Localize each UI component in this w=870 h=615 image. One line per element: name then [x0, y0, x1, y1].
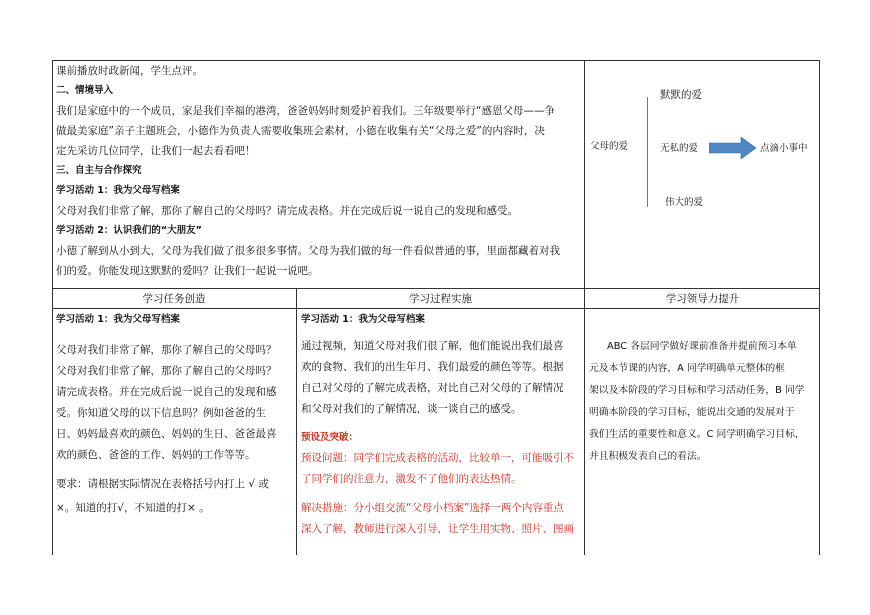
task-requirement-line: 要求：请根据实际情况在表格括号内打上 √ 或	[56, 478, 269, 490]
header-leadership: 学习领导力提升	[665, 293, 740, 305]
table-divider-col1	[296, 288, 297, 555]
mindmap-root: 父母的爱	[590, 141, 629, 152]
task-line: 受。你知道父母的以下信息吗？例如爸爸的生	[56, 407, 266, 419]
mind-map	[585, 61, 819, 288]
task-line: 父母对我们非常了解，那你了解自己的父母吗？	[56, 365, 277, 377]
task-requirement-line: ×。知道的打√，不知道的打× 。	[56, 502, 210, 514]
task-line: 日、妈妈最喜欢的颜色、妈妈的生日、爸爸最喜	[56, 428, 277, 440]
mindmap-branch-silent: 默默的爱	[660, 89, 702, 101]
process-line: 通过视频，知道父母对我们很了解，他们能说出我们最喜	[301, 340, 564, 352]
leadership-line: 并且积极发表自己的看法。	[589, 451, 707, 462]
intro-line: 二、情境导入	[56, 85, 114, 96]
intro-line: 学习活动 1：我为父母写档案	[56, 185, 180, 196]
mindmap-branch-selfless: 无私的爱	[660, 143, 699, 154]
leadership-cell	[589, 310, 818, 468]
task-line: 父母对我们非常了解，那你了解自己的父母吗？	[56, 344, 277, 356]
task-line: 欢的颜色、爸爸的工作、妈妈的工作等等。	[56, 449, 256, 461]
process-line: 欢的食物、我们的出生年月、我们最爱的颜色等等。根据	[301, 361, 564, 373]
intro-line: 课前播放时政新闻，学生点评。	[56, 65, 203, 77]
preset-problem-line: 了同学们的注意力，激发不了他们的表达热情。	[301, 473, 522, 485]
process-line: 和父母对我们的了解情况，谈一谈自己的感受。	[301, 403, 522, 415]
intro-line: 父母对我们非常了解，那你了解自己的父母吗？请完成表格。并在完成后说一说自己的发现和感受。	[56, 205, 518, 217]
solution-line: 深入了解，教师进行深入引导，让学生用实物、照片、图画	[301, 523, 574, 535]
leadership-line: 我们生活的重要性和意义。C 同学明确学习目标，	[589, 429, 805, 440]
preset-title: 预设及突破：	[301, 432, 359, 443]
leadership-line: 架以及本阶段的学习目标和学习活动任务，B 同学	[589, 385, 805, 396]
leadership-line: 明确本阶段的学习目标，能说出交通的发展对于	[589, 407, 795, 418]
table-divider-col2	[584, 288, 585, 555]
task-creation-cell	[56, 310, 294, 520]
mindmap-arrow-icon	[709, 137, 757, 159]
leadership-line: ABC 各层同学做好课前准备并提前预习本单	[607, 341, 797, 352]
process-cell	[301, 310, 582, 540]
intro-section	[56, 61, 582, 281]
solution-line: 解决措施：分小组交流“父母小档案”选择一两个内容重点	[301, 502, 564, 514]
mindmap-brace	[647, 97, 648, 207]
leadership-line: 元及本节课的内容，A 同学明确单元整体的框	[589, 363, 785, 374]
intro-line: 定先采访几位同学，让我们一起去看看吧！	[56, 145, 256, 157]
intro-line: 学习活动 2：认识我们的“大朋友”	[56, 225, 202, 236]
intro-line: 们的爱。你能发现这默默的爱吗？让我们一起说一说吧。	[56, 265, 319, 277]
intro-line: 三、自主与合作探究	[56, 165, 142, 176]
intro-line: 做最美家庭”亲子主题班会，小德作为负责人需要收集班会素材，小德在收集有关“父母之爱”的内容时，决	[56, 125, 545, 137]
task-title: 学习活动 1：我为父母写档案	[56, 314, 180, 325]
header-task-creation: 学习任务创造	[142, 293, 206, 305]
header-process-implementation: 学习过程实施	[409, 293, 472, 305]
process-line: 自己对父母的了解完成表格，对比自己对父母的了解情况	[301, 382, 564, 394]
process-title: 学习活动 1：我为父母写档案	[301, 314, 425, 325]
task-line: 请完成表格。并在完成后说一说自己的发现和感	[56, 386, 277, 398]
mindmap-branch-great: 伟大的爱	[665, 197, 704, 208]
intro-line: 我们是家庭中的一个成员，家是我们幸福的港湾，爸爸妈妈时刻爱护着我们。三年级要举行“感恩父母——争	[56, 105, 555, 117]
mindmap-result: 点滴小事中	[760, 143, 808, 154]
preset-problem-line: 预设问题：同学们完成表格的活动，比较单一，可能吸引不	[301, 452, 574, 464]
lesson-plan-table	[52, 60, 820, 555]
intro-line: 小德了解到从小到大，父母为我们做了很多很多事情。父母为我们做的每一件看似普通的事，里面都藏着对我	[56, 245, 560, 257]
